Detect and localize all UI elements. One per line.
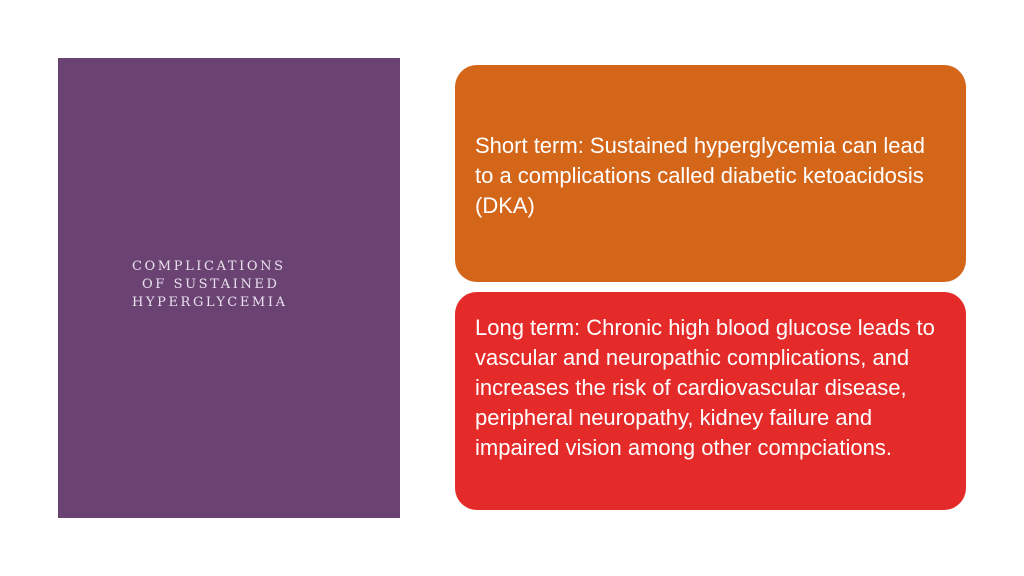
slide-title: [130, 258, 330, 312]
long-term-card: [455, 292, 966, 510]
slide-title-line-1: COMPLICATIONS: [132, 259, 286, 274]
slide-title-line-3: HYPERGLYCEMIA: [132, 295, 288, 310]
slide-title-line-2: OF SUSTAINED: [142, 277, 280, 292]
long-term-text: Long term: Chronic high blood glucose leads to vascular and neuropathic complications, and increases the risk of cardiovascular disease, peripheral neuropathy, kidney failure and impaired vision among other compciations.: [475, 315, 935, 460]
short-term-card: [455, 65, 966, 282]
short-term-text: Short term: Sustained hyperglycemia can lead to a complications called diabetic ketoacidosis (DKA): [475, 133, 926, 218]
